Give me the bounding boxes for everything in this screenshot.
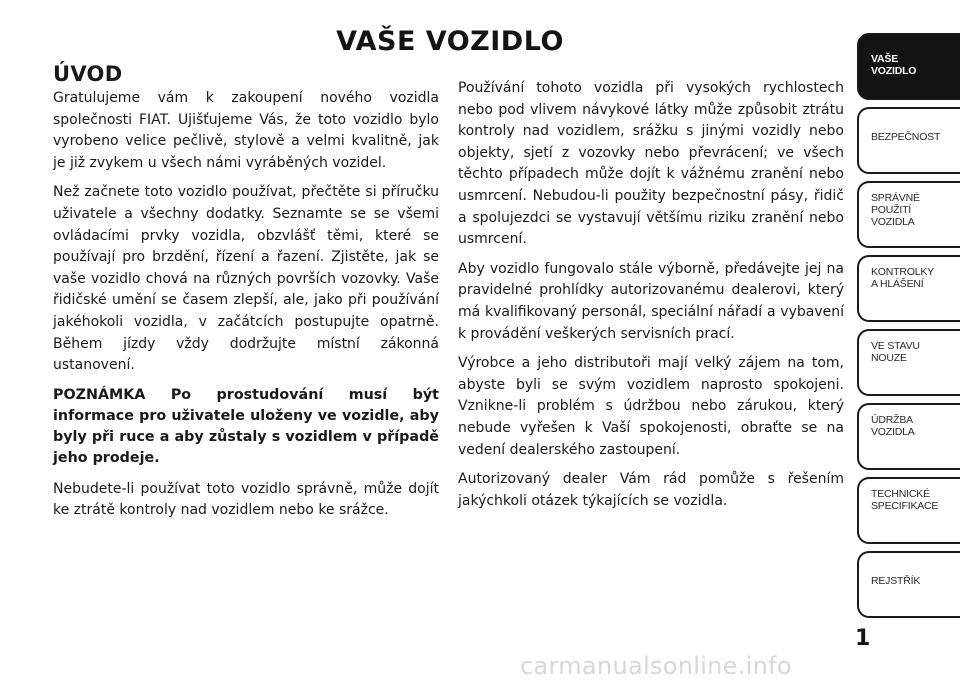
tab-kontrolky[interactable]: KONTROLKY A HLÁŠENÍ: [857, 255, 960, 322]
tab-ve-stavu-nouze[interactable]: VE STAVU NOUZE: [857, 329, 960, 396]
tab-spravne-pouziti[interactable]: SPRÁVNÉ POUŽITÍ VOZIDLA: [857, 181, 960, 248]
paragraph-before-use: Než začnete toto vozidlo používat, přečtěte si příručku uživatele a všechny dodatky. Seznamte se se všemi ovládacími prvky vozidla, obzvlášť těmi, které se používají pro brzdění, řízení a řazení. Zjistěte, jak se vaše vozidlo chová na různých površích vozovky. Vaše řidičské umění se časem zlepší, ale, jako při používání jakéhokoli vozidla, v začátcích postupujte opatrně. Během jízdy vždy dodržujte místní zákonná ustanovení.: [53, 184, 439, 374]
paragraph-misuse: Nebudete-li používat toto vozidlo správně, může dojít ke ztrátě kontroly nad vozidlem nebo ke srážce.: [53, 480, 439, 519]
paragraph-service: Aby vozidlo fungovalo stále výborně, předávejte jej na pravidelné prohlídky autorizovanému dealerovi, který má kvalifikovaný personál, speciální nářadí a vybavení k provádění veškerých servisních prací.: [458, 260, 844, 342]
tab-vase-vozidlo[interactable]: VAŠE VOZIDLO: [857, 33, 960, 100]
paragraph-high-speed: Používání tohoto vozidla při vysokých rychlostech nebo pod vlivem návykové látky může způsobit ztrátu kontroly nad vozidlem, srážku s jinými vozidly nebo objekty, sjetí z vozovky nebo převrácení; ve všech těchto případech může dojít k vážnému zranění nebo usmrcení. Nebudou-li použity bezpečnostní pásy, řidič a spolujezdci se vystavují většímu riziku zranění nebo usmrcení.: [458, 80, 844, 248]
tab-technicke-specifikace[interactable]: TECHNICKÉ SPECIFIKACE: [857, 477, 960, 544]
note-paragraph: POZNÁMKA Po prostudování musí být informace pro uživatele uloženy ve vozidle, aby byly při ruce a aby zůstaly s vozidlem v případě jeho prodeje.: [53, 386, 439, 466]
left-column: [53, 62, 439, 530]
page-number: 1: [855, 626, 871, 651]
tab-udrzba[interactable]: ÚDRŽBA VOZIDLA: [857, 403, 960, 470]
section-heading: ÚVOD: [53, 62, 123, 86]
paragraph-dealer: Autorizovaný dealer Vám rád pomůže s řešením jakýchkoli otázek týkajících se vozidla.: [458, 471, 844, 509]
paragraph-intro: Gratulujeme vám k zakoupení nového vozidla společnosti FIAT. Ujišťujeme Vás, že toto vozidlo bylo vyrobeno velice pečlivě, stylově a velmi kvalitně, jak je již zvykem u všech námi vyráběných vozidel.: [53, 90, 439, 171]
right-column: [458, 78, 844, 520]
paragraph-satisfaction: Výrobce a jeho distributoři mají velký zájem na tom, abyste byli se svým vozidlem naprosto spokojeni. Vznikne-li problém s údržbou nebo zárukou, který nebude vyřešen k Vaší spokojenosti, obraťte se na vedení dealerského zastoupení.: [458, 355, 844, 458]
tab-bezpecnost[interactable]: BEZPEČNOST: [857, 107, 960, 174]
chapter-tabs: [857, 33, 960, 625]
watermark: carmanualsonline.info: [520, 652, 792, 680]
page-title: VAŠE VOZIDLO: [336, 26, 564, 57]
tab-rejstrik[interactable]: REJSTŘÍK: [857, 551, 960, 618]
